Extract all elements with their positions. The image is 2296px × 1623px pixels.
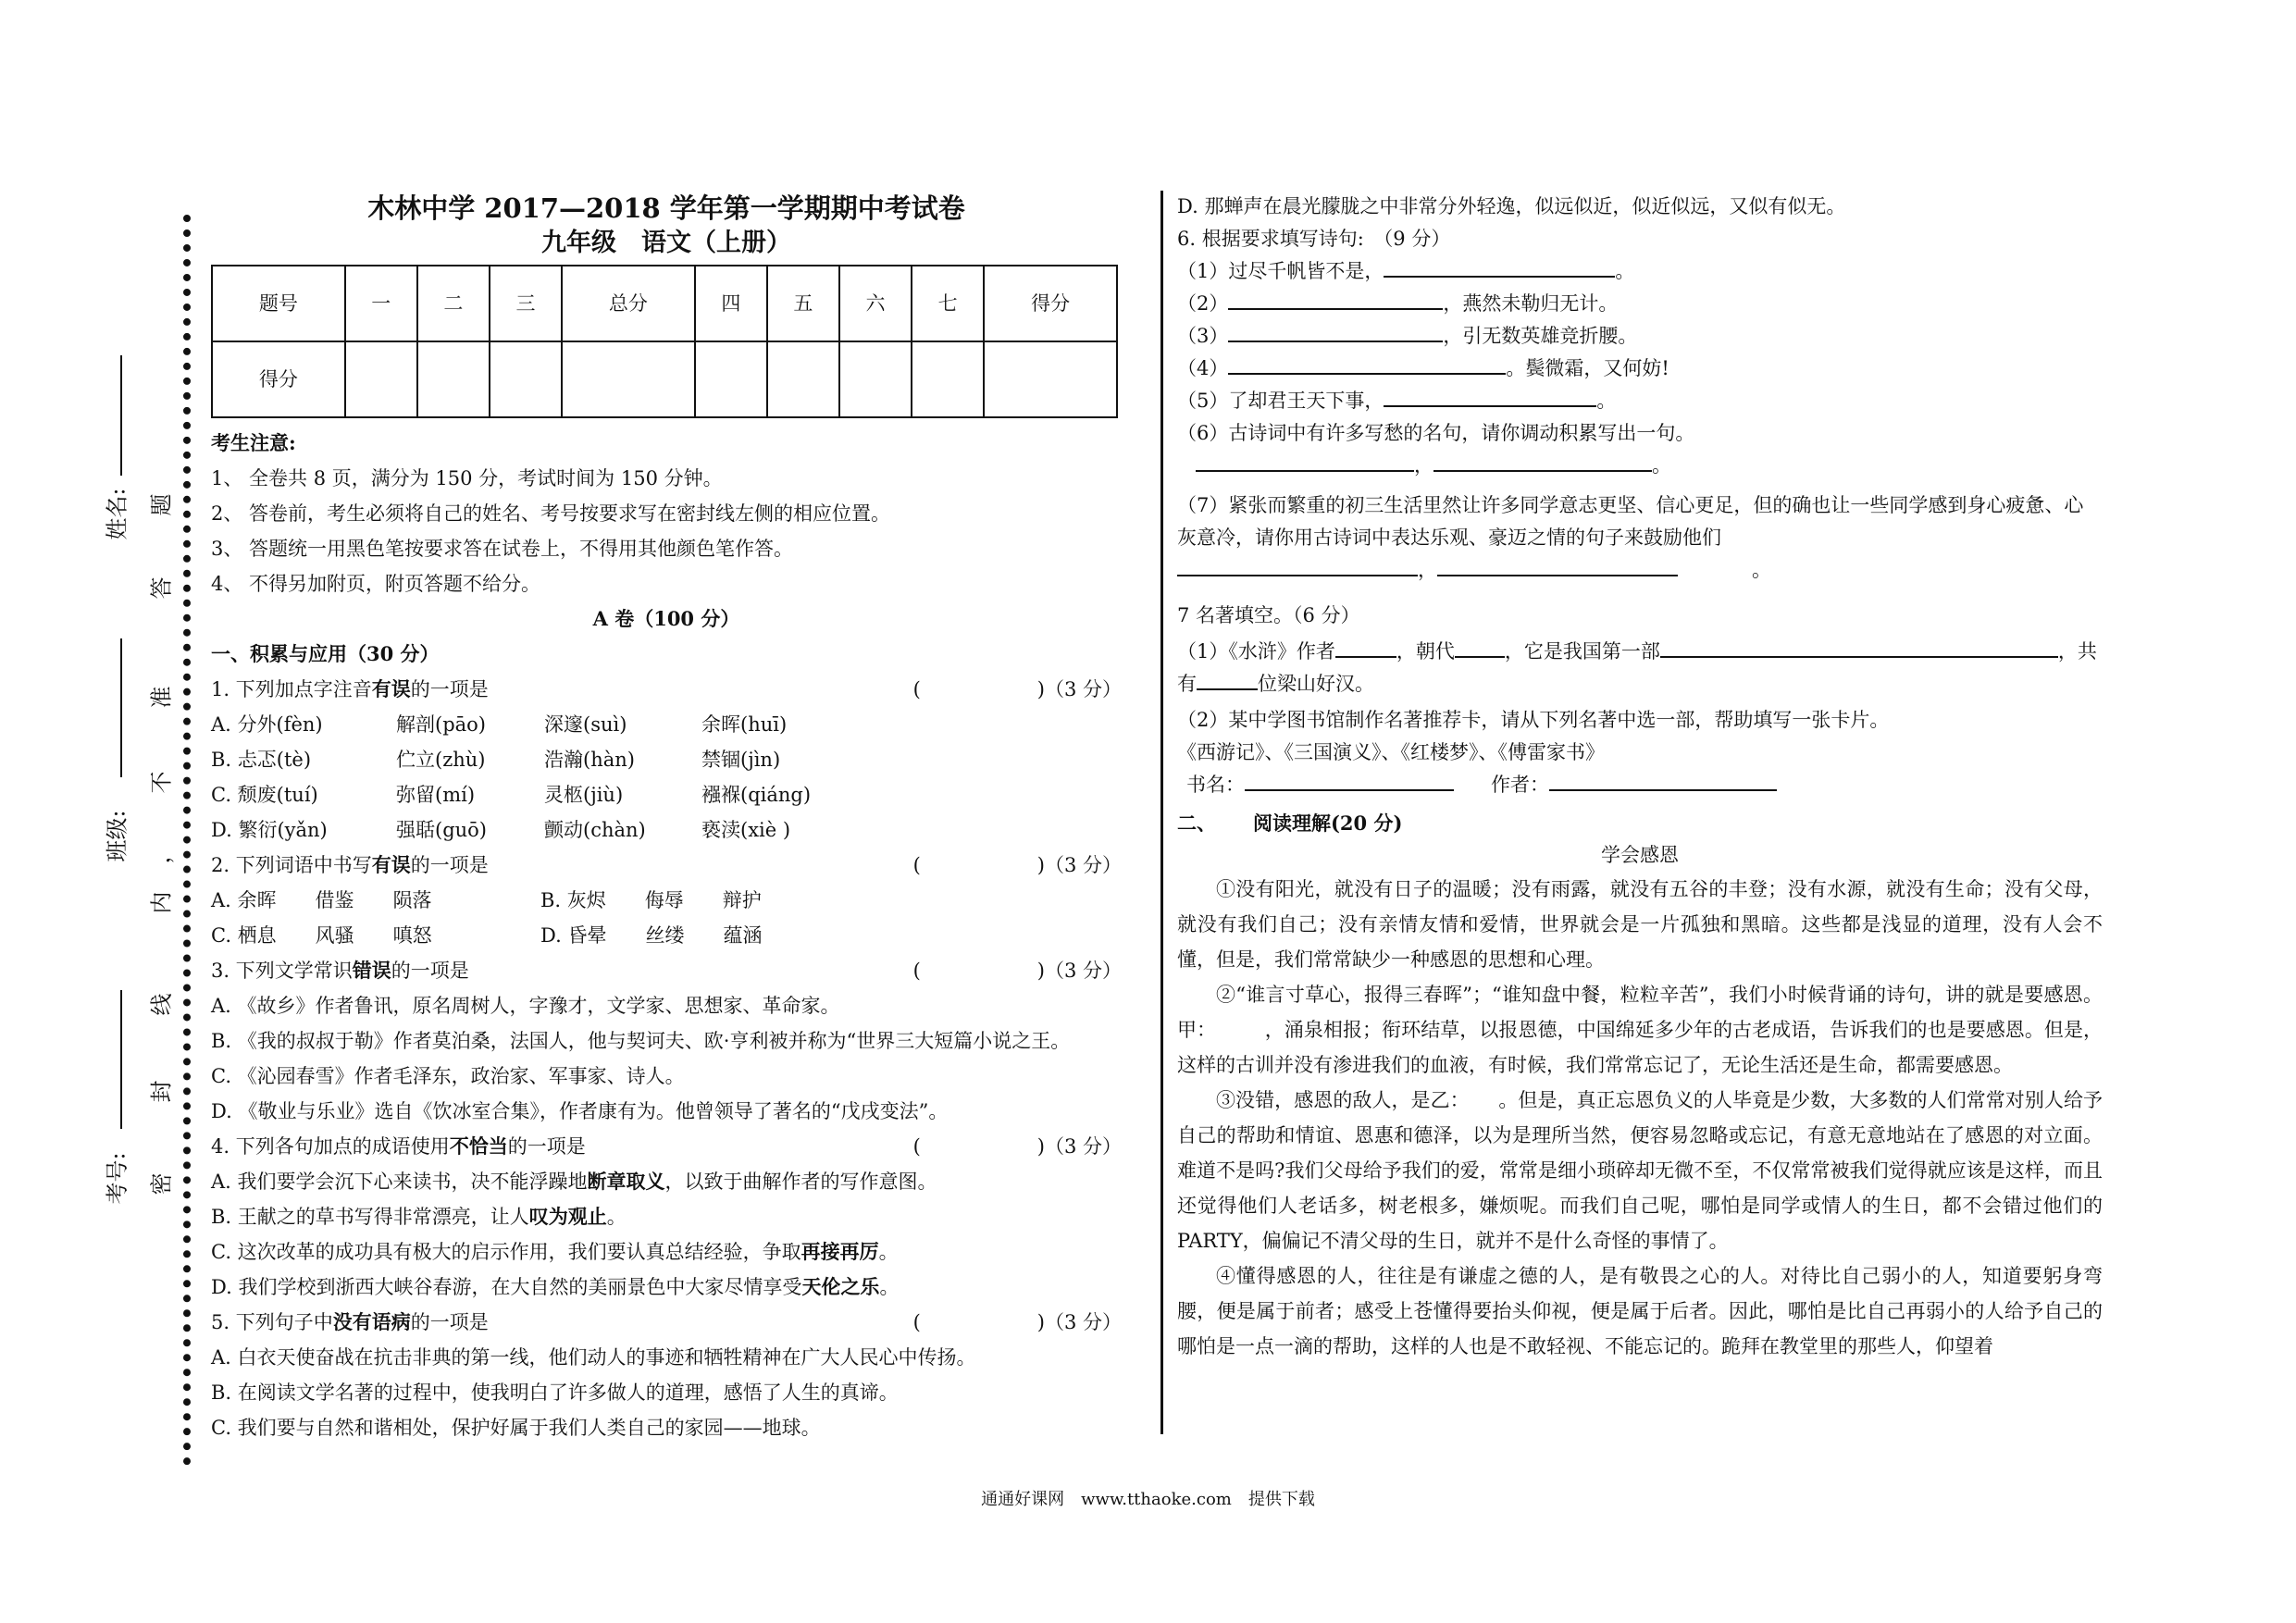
note-item: 1、 全卷共 8 页，满分为 150 分，考试时间为 150 分钟。	[211, 467, 723, 489]
score-header-cell: 二	[417, 266, 490, 341]
q6-text: ，	[1418, 559, 1437, 581]
part2-title	[1177, 807, 2103, 839]
note-item: 3、 答题统一用黑色笔按要求答在试卷上，不得用其他颜色笔作答。	[211, 538, 794, 560]
option: A. 分外(fèn)	[211, 713, 323, 736]
q3-stem-text: 的一项是	[391, 960, 469, 982]
option-idiom: 叹为观止	[528, 1205, 607, 1228]
q6-text: ，引无数英雄竞折腰。	[1443, 325, 1638, 347]
q7-text: 有	[1177, 673, 1197, 695]
q6-line	[1177, 554, 2103, 587]
q5-stem-text: 的一项是	[410, 1311, 489, 1333]
q4-option	[211, 1164, 1122, 1199]
q3-option: B. 《我的叔叔于勒》作者莫泊桑，法国人，他与契诃夫、欧·亨利被并称为“世界三大短篇小说之王。	[211, 1030, 1071, 1052]
option: A. 余晖 借鉴 陨落	[211, 889, 432, 911]
option-idiom: 天伦之乐	[801, 1275, 880, 1298]
option: 强聒(guō)	[396, 819, 487, 841]
score-cell[interactable]	[984, 341, 1117, 417]
note-item: 4、 不得另加附页，附页答题不给分。	[211, 573, 541, 595]
score-cell[interactable]	[562, 341, 695, 417]
q7-text: ，共	[2057, 640, 2097, 663]
score-header-cell: 总分	[562, 266, 695, 341]
q6-text: 。	[1752, 559, 1771, 581]
exam-subtitle: 九年级 语文（上册）	[541, 229, 791, 257]
score-header-cell: 七	[912, 266, 984, 341]
number-label: 考号:	[104, 1152, 130, 1205]
passage-paragraph: ④懂得感恩的人，往往是有谦虚之德的人，是有敬畏之心的人。对待比自己弱小的人，知道要躬身弯腰，便是属于前者；感受上苍懂得要抬头仰视，便是属于后者。因此，哪怕是比自己再弱小的人给予自己的哪怕是一点一滴的帮助，这样的人也是不敢轻视、不能忘记的。跪拜在教堂里的那些人，仰望着	[1177, 1265, 2103, 1357]
score-cell[interactable]	[839, 341, 912, 417]
answer-blank[interactable]	[1433, 450, 1652, 472]
q6-line	[1177, 450, 2103, 482]
option: 深邃(suì)	[544, 713, 627, 736]
seal-word: 线	[148, 993, 175, 1016]
q1-stem-text: 1. 下列加点字注音	[211, 678, 372, 700]
q5-option: C. 我们要与自然和谐相处，保护好属于我们人类自己的家园——地球。	[211, 1417, 821, 1439]
option: D. 昏晕 丝缕 蕴涵	[540, 924, 763, 947]
q1-stem	[211, 672, 1122, 707]
option: 禁锢(jìn)	[701, 749, 781, 771]
score-header-cell: 四	[695, 266, 767, 341]
column-divider	[1160, 191, 1163, 1434]
score-header-cell: 三	[490, 266, 562, 341]
q4-option	[211, 1199, 1122, 1234]
q3-option: A. 《故乡》作者鲁讯，原名周树人，字豫才，文学家、思想家、革命家。	[211, 995, 840, 1017]
seal-word: 封	[148, 1080, 175, 1103]
option: 颤动(chàn)	[544, 819, 646, 841]
option: 解剖(pāo)	[396, 713, 486, 736]
seal-word: 不	[148, 771, 175, 794]
q6-title: 6. 根据要求填写诗句: （9 分）	[1177, 228, 1451, 250]
option: 浩瀚(hàn)	[544, 749, 635, 771]
option-text: C. 这次改革的成功具有极大的启示作用，我们要认真总结经验，争取	[211, 1241, 801, 1263]
answer-blank[interactable]	[1245, 769, 1454, 791]
number-write-line	[120, 990, 122, 1129]
answer-blank[interactable]	[1197, 668, 1258, 690]
answer-blank[interactable]	[1549, 769, 1777, 791]
q6-text: ，燕然未勒归无计。	[1443, 292, 1619, 315]
q7-title: 7 名著填空。（6 分）	[1177, 604, 1360, 626]
q5-stem	[211, 1305, 1122, 1340]
q7-text: 书名：	[1186, 774, 1245, 796]
q5-option: B. 在阅读文学名著的过程中，使我明白了许多做人的道理，感悟了人生的真谛。	[211, 1381, 899, 1404]
q4-stem	[211, 1129, 1122, 1164]
notes-title: 考生注意:	[211, 431, 296, 454]
option-text: ，以致于曲解作者的写作意图。	[664, 1171, 937, 1193]
exam-title: 木林中学 2017—2018 学年第一学期期中考试卷	[367, 192, 965, 224]
option-text: 。	[879, 1276, 900, 1298]
option: 伫立(zhù)	[396, 749, 486, 771]
section-a-title: A 卷（100 分）	[592, 607, 740, 630]
passage-title: 学会感恩	[1601, 844, 1679, 866]
q5-stem-key: 没有语病	[332, 1310, 411, 1333]
seal-word: 题	[148, 493, 175, 516]
q7-line: （2）某中学图书馆制作名著推荐卡，请从下列名著中选一部，帮助填写一张卡片。	[1177, 709, 1890, 731]
score-table	[211, 265, 1118, 418]
class-write-line	[120, 638, 122, 777]
option: 亵渎(xiè )	[701, 819, 791, 841]
q5-option: D. 那蝉声在晨光朦胧之中非常分外轻逸，似远似近，似近似远，又似有似无。	[1177, 195, 1846, 217]
seal-word: 答	[148, 576, 175, 600]
q3-answer-paren[interactable]: ( )（3 分）	[912, 960, 1122, 982]
q1-option-row	[211, 742, 1122, 777]
q4-option	[211, 1234, 1122, 1270]
name-write-line	[120, 355, 122, 476]
q6-line: （6）古诗词中有许多写愁的名句，请你调动积累写出一句。	[1177, 422, 1695, 444]
passage-paragraph: ①没有阳光，就没有日子的温暖；没有雨露，就没有五谷的丰登；没有水源，就没有生命；没有父母，就没有我们自己；没有亲情友情和爱情，世界就会是一片孤独和黑暗。这些都是浅显的道理，没有人会不懂，但是，我们常常缺少一种感恩的思想和心理。	[1177, 878, 2103, 971]
q6-line: （7）紧张而繁重的初三生活里然让许多同学意志更坚、信心更足，但的确也让一些同学感到身心疲惫、心灰意冷，请你用古诗词中表达乐观、豪迈之情的句子来鼓励他们	[1177, 494, 2084, 549]
q1-option-row	[211, 777, 1122, 812]
q7-books: 《西游记》、《三国演义》、《红楼梦》、《傅雷家书》	[1177, 741, 1605, 763]
option-text: 。	[606, 1206, 627, 1228]
answer-blank[interactable]	[1228, 353, 1506, 375]
score-cell[interactable]	[345, 341, 417, 417]
q4-option	[211, 1270, 1122, 1305]
q6-text: （4）	[1177, 357, 1229, 379]
q6-text: 。鬓微霜，又何妨!	[1506, 357, 1669, 379]
score-header-cell: 五	[767, 266, 839, 341]
answer-blank[interactable]	[1335, 636, 1396, 658]
score-cell[interactable]	[417, 341, 490, 417]
q6-line	[1177, 385, 2103, 417]
score-header-cell: 题号	[212, 266, 345, 341]
option-idiom: 断章取义	[587, 1170, 665, 1193]
q3-option: D. 《敬业与乐业》选自《饮冰室合集》，作者康有为。他曾领导了著名的“戊戌变法”。	[211, 1100, 949, 1122]
answer-blank[interactable]	[1228, 320, 1443, 342]
q6-text: 。	[1652, 454, 1671, 477]
option: D. 繁衍(yǎn)	[211, 819, 328, 841]
part2-text: 阅读理解(20 分)	[1253, 812, 1403, 835]
option-text: B. 王献之的草书写得非常漂亮，让人	[211, 1206, 529, 1228]
score-cell[interactable]	[912, 341, 984, 417]
score-header-cell: 一	[345, 266, 417, 341]
answer-blank[interactable]	[1437, 554, 1678, 576]
score-header-cell: 得分	[984, 266, 1117, 341]
score-cell[interactable]	[490, 341, 562, 417]
q2-stem-text: 的一项是	[410, 854, 489, 876]
q2-stem	[211, 848, 1122, 883]
q6-line	[1177, 255, 2103, 288]
q6-text: （3）	[1177, 325, 1229, 347]
score-header-cell: 六	[839, 266, 912, 341]
q4-stem-key: 不恰当	[449, 1134, 508, 1158]
answer-blank[interactable]	[1196, 450, 1414, 472]
q7-card-line	[1177, 769, 2103, 801]
answer-blank[interactable]	[1228, 288, 1443, 310]
q2-option-row	[211, 918, 1122, 953]
q4-answer-paren[interactable]: ( )（3 分）	[912, 1135, 1122, 1158]
q5-answer-paren[interactable]: ( )（3 分）	[912, 1311, 1122, 1333]
q3-stem-key: 错误	[352, 959, 391, 982]
option: B. 灰烬 侮辱 辩护	[540, 889, 762, 911]
option-text: 。	[878, 1241, 899, 1263]
score-row-label: 得分	[212, 341, 345, 417]
q4-stem-text: 的一项是	[507, 1135, 586, 1158]
q6-text: ，	[1414, 454, 1433, 477]
answer-blank[interactable]	[1384, 255, 1615, 278]
q2-stem-key: 有误	[371, 853, 411, 876]
answer-blank[interactable]	[1177, 554, 1418, 576]
q6-line	[1177, 320, 2103, 353]
q6-text: （5）了却君王天下事，	[1177, 390, 1384, 412]
seal-word: 准	[148, 686, 175, 709]
q3-option: C. 《沁园春雪》作者毛泽东，政治家、军事家、诗人。	[211, 1065, 685, 1087]
q7-text: （1）《水浒》作者	[1177, 640, 1335, 663]
passage-paragraph: ③没错，感恩的敌人，是乙： 。但是，真正忘恩负义的人毕竟是少数，大多数的人们常常对别人给予自己的帮助和情谊、恩惠和德泽，以为是理所当然，便容易忽略或忘记，有意无意地站在了感恩的对立面。难道不是吗?我们父母给予我们的爱，常常是细小琐碎却无微不至，不仅常常被我们觉得就应该是这样，而且还觉得他们人老话多，树老根多，嫌烦呢。而我们自己呢，哪怕是同学或情人的生日，都不会错过他们的 PARTY，偏偏记不清父母的生日，就并不是什么奇怪的事情了。	[1177, 1089, 2103, 1252]
option-text: D. 我们学校到浙西大峡谷春游，在大自然的美丽景色中大家尽情享受	[211, 1276, 802, 1298]
q6-text: （2）	[1177, 292, 1229, 315]
q6-text: （1）过尽千帆皆不是，	[1177, 260, 1384, 282]
footer-credit: 通通好课网 www.tthaoke.com 提供下载	[981, 1490, 1315, 1509]
q1-stem-text: 的一项是	[410, 678, 489, 700]
q3-stem	[211, 953, 1122, 988]
option: 灵柩(jiù)	[544, 784, 624, 806]
option-text: A. 我们要学会沉下心来读书，决不能浮躁地	[211, 1171, 588, 1193]
option: B. 忐忑(tè)	[211, 749, 312, 771]
q6-text: 。	[1596, 390, 1617, 412]
answer-blank[interactable]	[1384, 385, 1596, 407]
passage-paragraph: ②“谁言寸草心，报得三春晖”；“谁知盘中餐，粒粒辛苦”，我们小时候背诵的诗句，讲的就是要感恩。甲： ，涌泉相报；衔环结草，以报恩德，中国绵延多少年的古老成语，告诉我们的也是要感恩。但是，这样的古训并没有渗进我们的血液，有时候，我们常常忘记了，无论生活还是生命，都需要感恩。	[1177, 984, 2103, 1076]
q6-text: 。	[1615, 260, 1635, 282]
q6-line	[1177, 353, 2103, 385]
right-column	[1177, 191, 2103, 1364]
q5-stem-text: 5. 下列句子中	[211, 1311, 333, 1333]
q7-text: 位梁山好汉。	[1258, 673, 1374, 695]
q7-text: ，朝代	[1396, 640, 1455, 663]
q1-option-row	[211, 707, 1122, 742]
option-idiom: 再接再厉	[800, 1240, 879, 1263]
left-column	[211, 191, 1122, 1445]
q3-stem-text: 3. 下列文学常识	[211, 960, 353, 982]
q7-text: ，它是我国第一部	[1504, 640, 1660, 663]
option: 弥留(mí)	[396, 784, 476, 806]
q1-option-row	[211, 812, 1122, 848]
name-label: 姓名:	[104, 488, 130, 540]
option: C. 颓废(tuí)	[211, 784, 318, 806]
note-item: 2、 答卷前，考生必须将自己的姓名、考号按要求写在密封线左侧的相应位置。	[211, 502, 891, 525]
seal-word: 内	[148, 891, 175, 914]
q2-option-row	[211, 883, 1122, 918]
q4-stem-text: 4. 下列各句加点的成语使用	[211, 1135, 450, 1158]
q1-stem-key: 有误	[371, 677, 411, 700]
score-cell[interactable]	[695, 341, 767, 417]
q7-text: 作者：	[1491, 774, 1549, 796]
q2-stem-text: 2. 下列词语中书写	[211, 854, 372, 876]
part2-number: 二、	[1177, 812, 1216, 835]
q6-line	[1177, 288, 2103, 320]
q1-answer-paren[interactable]: ( )（3 分）	[912, 678, 1122, 700]
answer-blank[interactable]	[1660, 636, 2058, 658]
option: 余晖(huī)	[701, 713, 788, 736]
part1-title: 一、积累与应用（30 分）	[211, 642, 440, 665]
seal-dotted-line	[183, 215, 191, 1466]
answer-blank[interactable]	[1455, 636, 1505, 658]
seal-word: 密	[148, 1172, 175, 1196]
q7-line	[1177, 668, 2103, 700]
option: C. 栖息 风骚 嗔怒	[211, 924, 432, 947]
q2-answer-paren[interactable]: ( )（3 分）	[912, 854, 1122, 876]
q5-option: A. 白衣天使奋战在抗击非典的第一线，他们动人的事迹和牺牲精神在广大人民心中传扬。	[211, 1346, 976, 1369]
score-cell[interactable]	[767, 341, 839, 417]
option: 襁褓(qiáng)	[701, 784, 812, 806]
class-label: 班级:	[104, 810, 130, 862]
q7-line	[1177, 636, 2103, 668]
seal-word: ，	[148, 841, 175, 864]
